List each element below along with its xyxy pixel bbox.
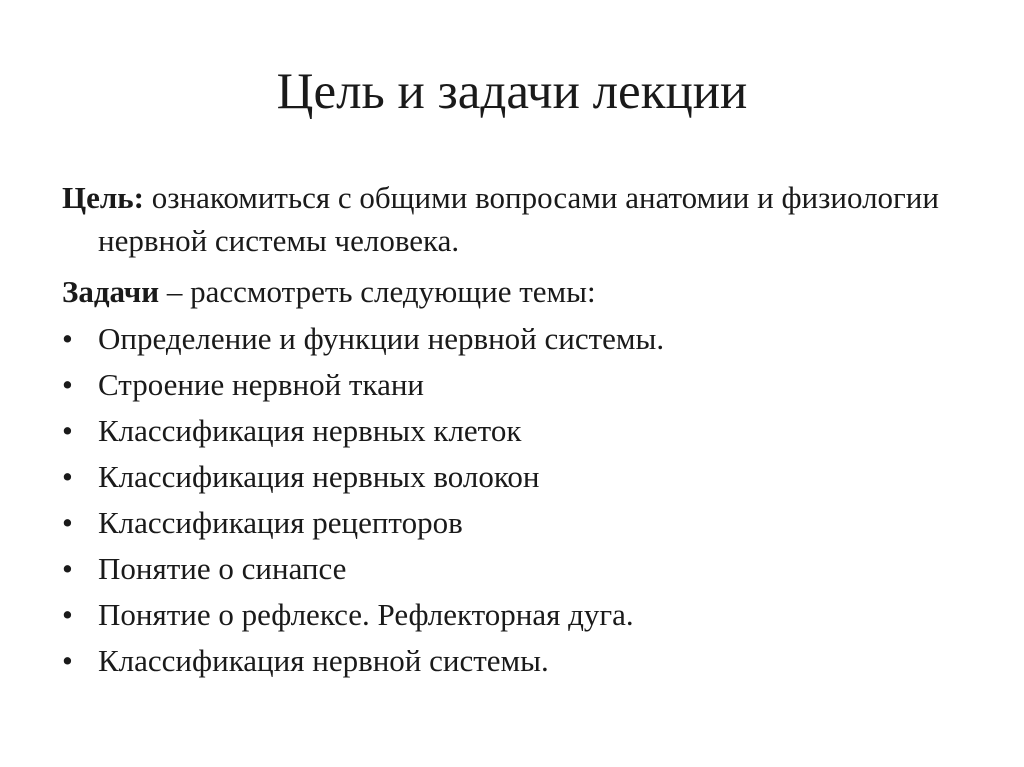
list-item (62, 455, 962, 501)
list-item (62, 639, 962, 685)
list-item (62, 593, 962, 639)
goal-label: Цель: (62, 180, 144, 215)
list-item (62, 363, 962, 409)
bullet-icon: • (62, 321, 73, 356)
slide-body (62, 176, 962, 685)
topic-text: Понятие о синапсе (98, 551, 347, 586)
bullet-icon: • (62, 551, 73, 586)
topics-list (62, 317, 962, 685)
topic-text: Классификация рецепторов (98, 505, 463, 540)
goal-paragraph (62, 176, 962, 262)
topic-text: Классификация нервных волокон (98, 459, 540, 494)
goal-text: ознакомиться с общими вопросами анатомии и физиологии нервной системы человека. (98, 180, 939, 258)
topic-text: Классификация нервной системы. (98, 643, 549, 678)
bullet-icon: • (62, 459, 73, 494)
topic-text: Определение и функции нервной системы. (98, 321, 665, 356)
bullet-icon: • (62, 597, 73, 632)
list-item (62, 547, 962, 593)
list-item (62, 409, 962, 455)
bullet-icon: • (62, 413, 73, 448)
topic-text: Строение нервной ткани (98, 367, 425, 402)
list-item (62, 501, 962, 547)
tasks-text: – рассмотреть следующие темы: (159, 274, 596, 309)
tasks-label: Задачи (62, 274, 160, 309)
topic-text: Классификация нервных клеток (98, 413, 522, 448)
bullet-icon: • (62, 643, 73, 678)
slide-title: Цель и задачи лекции (276, 64, 748, 120)
bullet-icon: • (62, 367, 73, 402)
bullet-icon: • (62, 505, 73, 540)
list-item (62, 317, 962, 363)
tasks-paragraph (62, 270, 962, 313)
topic-text: Понятие о рефлексе. Рефлекторная дуга. (98, 597, 634, 632)
